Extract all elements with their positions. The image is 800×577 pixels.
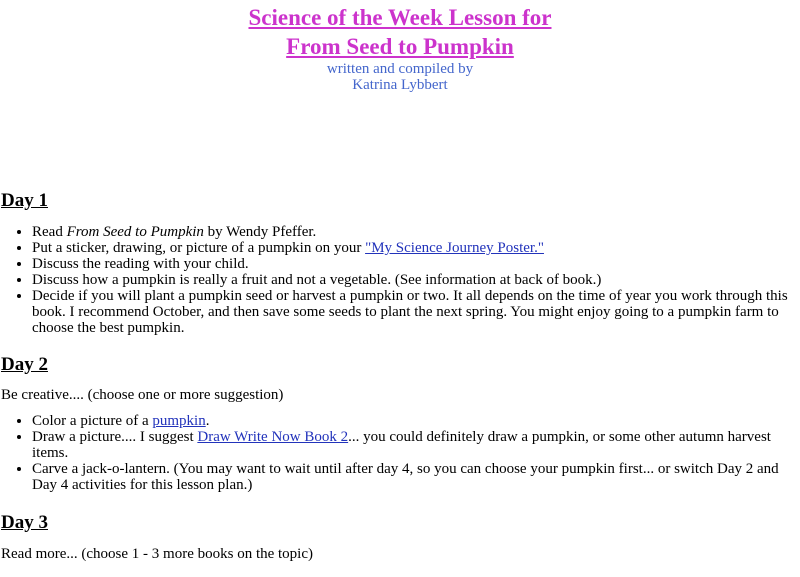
item-text: Draw a picture.... I suggest <box>32 429 198 445</box>
book-title: From Seed to Pumpkin <box>66 224 204 240</box>
day3-heading: Day 3 <box>1 512 48 533</box>
list-item: • Discuss how a pumpkin is really a fruit and not a vegetable. (See information at back of book.) <box>32 272 800 288</box>
page-title-line2[interactable]: From Seed to Pumpkin <box>286 34 514 59</box>
science-journey-poster-link[interactable]: "My Science Journey Poster." <box>365 240 544 256</box>
day3-intro: Read more... (choose 1 - 3 more books on the topic) <box>1 546 314 562</box>
list-item <box>32 240 800 256</box>
item-text: Read <box>32 224 67 240</box>
item-text: by Wendy Pfeffer. <box>203 224 317 240</box>
list-item: • Carve a jack-o-lantern. (You may want to wait until after day 4, so you can choose your pumpkin first... or switch Day 2 and Day 4 activities for this lesson plan.) <box>32 461 800 493</box>
item-text: ... you could definitely draw a pumpkin, or some other autumn harvest items. <box>32 429 771 461</box>
author-name: Katrina Lybbert <box>352 77 448 93</box>
page-title-line1[interactable]: Science of the Week Lesson for <box>248 5 552 30</box>
day2-list <box>0 413 800 493</box>
draw-write-now-link[interactable]: Draw Write Now Book 2 <box>197 429 349 445</box>
day1-heading: Day 1 <box>1 190 48 211</box>
pumpkin-link[interactable]: pumpkin <box>152 413 206 429</box>
list-item <box>32 413 800 429</box>
item-text: Color a picture of a <box>32 413 153 429</box>
list-item: • Decide if you will plant a pumpkin seed or harvest a pumpkin or two. It all depends on the time of year you work through this book. I recommend October, and then save some seeds to plant the next spring. You might enjoy going to a pumpkin farm to choose the best pumpkin. <box>32 288 800 336</box>
page-header <box>0 0 800 93</box>
day1-list <box>0 224 800 336</box>
byline-text: written and compiled by <box>326 61 474 77</box>
list-item: • Discuss the reading with your child. <box>32 256 800 272</box>
list-item <box>32 429 800 461</box>
day2-heading: Day 2 <box>1 354 48 375</box>
item-text: . <box>205 413 210 429</box>
day2-intro: Be creative.... (choose one or more suggestion) <box>1 387 284 403</box>
item-text: Put a sticker, drawing, or picture of a pumpkin on your <box>32 240 366 256</box>
list-item <box>32 224 800 240</box>
